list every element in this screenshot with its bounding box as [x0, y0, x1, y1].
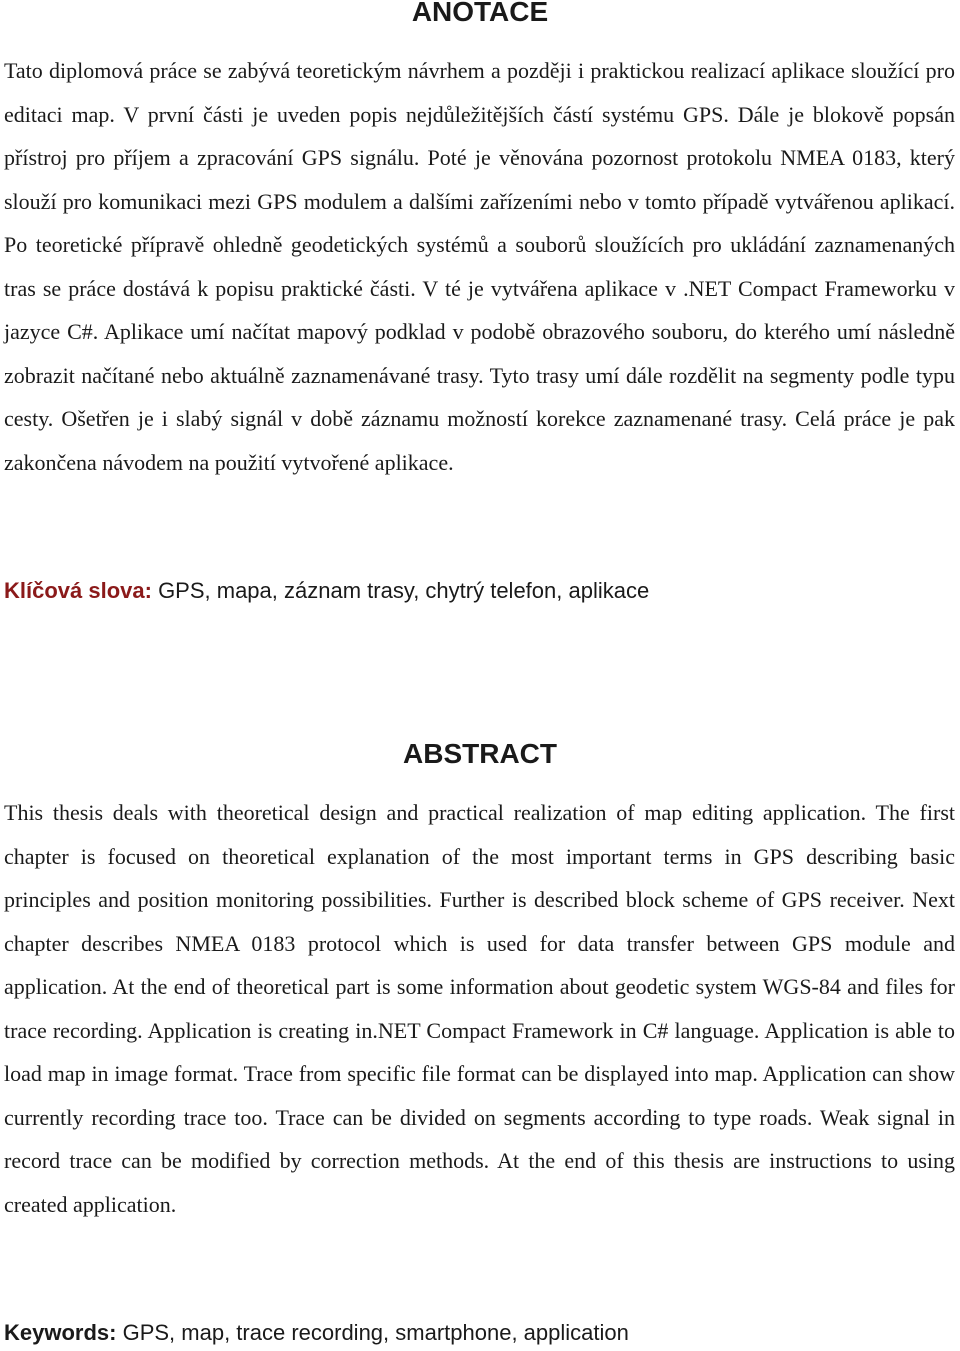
anotace-heading: ANOTACE — [411, 0, 549, 27]
czech-keywords-value: GPS, mapa, záznam trasy, chytrý telefon, aplikace — [151, 578, 650, 603]
abstract-heading: ABSTRACT — [403, 738, 557, 769]
english-keywords-value: GPS, map, trace recording, smartphone, application — [116, 1320, 629, 1345]
english-keywords-label: Keywords: — [4, 1320, 117, 1345]
czech-keywords-label: Klíčová slova: — [4, 578, 152, 603]
anotace-paragraph: Tato diplomová práce se zabývá teoretickým návrhem a později i praktickou realizací aplikace sloužící pro editaci map. V první části je uveden popis nejdůležitějších částí systému GPS. Dále je blokově popsán přístroj pro příjem a zpracování GPS signálu. Poté je věnována pozornost protokolu NMEA 0183, který slouží pro komunikaci mezi GPS modulem a dalšími zařízeními nebo v tomto případě vytvářenou aplikací. Po teoretické přípravě ohledně geodetických systémů a souborů sloužících pro ukládání zaznamenaných tras se práce dostává k popisu praktické části. V té je vytvářena aplikace v .NET Compact Frameworku v jazyce C#. Aplikace umí načítat mapový podklad v podobě obrazového souboru, do kterého umí následně zobrazit načítané nebo aktuálně zaznamenávané trasy. Tyto trasy umí dále rozdělit na segmenty podle typu cesty. Ošetřen je i slabý signál v době záznamu možností korekce zaznamenané trasy. Celá práce je pak zakončena návodem na použití vytvořené aplikace. — [4, 58, 955, 475]
czech-keywords-line — [4, 578, 955, 604]
abstract-paragraph: This thesis deals with theoretical design and practical realization of map editing application. The first chapter is focused on theoretical explanation of the most important terms in GPS describing basic principles and position monitoring possibilities. Further is described block scheme of GPS receiver. Next chapter describes NMEA 0183 protocol which is used for data transfer between GPS module and application. At the end of theoretical part is some information about geodetic system WGS-84 and files for trace recording. Application is creating in.NET Compact Framework in C# language. Application is able to load map in image format. Trace from specific file format can be displayed into map. Application can show currently recording trace too. Trace can be divided on segments according to type roads. Weak signal in record trace can be modified by correction methods. At the end of this thesis are instructions to using created application. — [4, 800, 955, 1217]
english-keywords-line — [4, 1320, 955, 1346]
